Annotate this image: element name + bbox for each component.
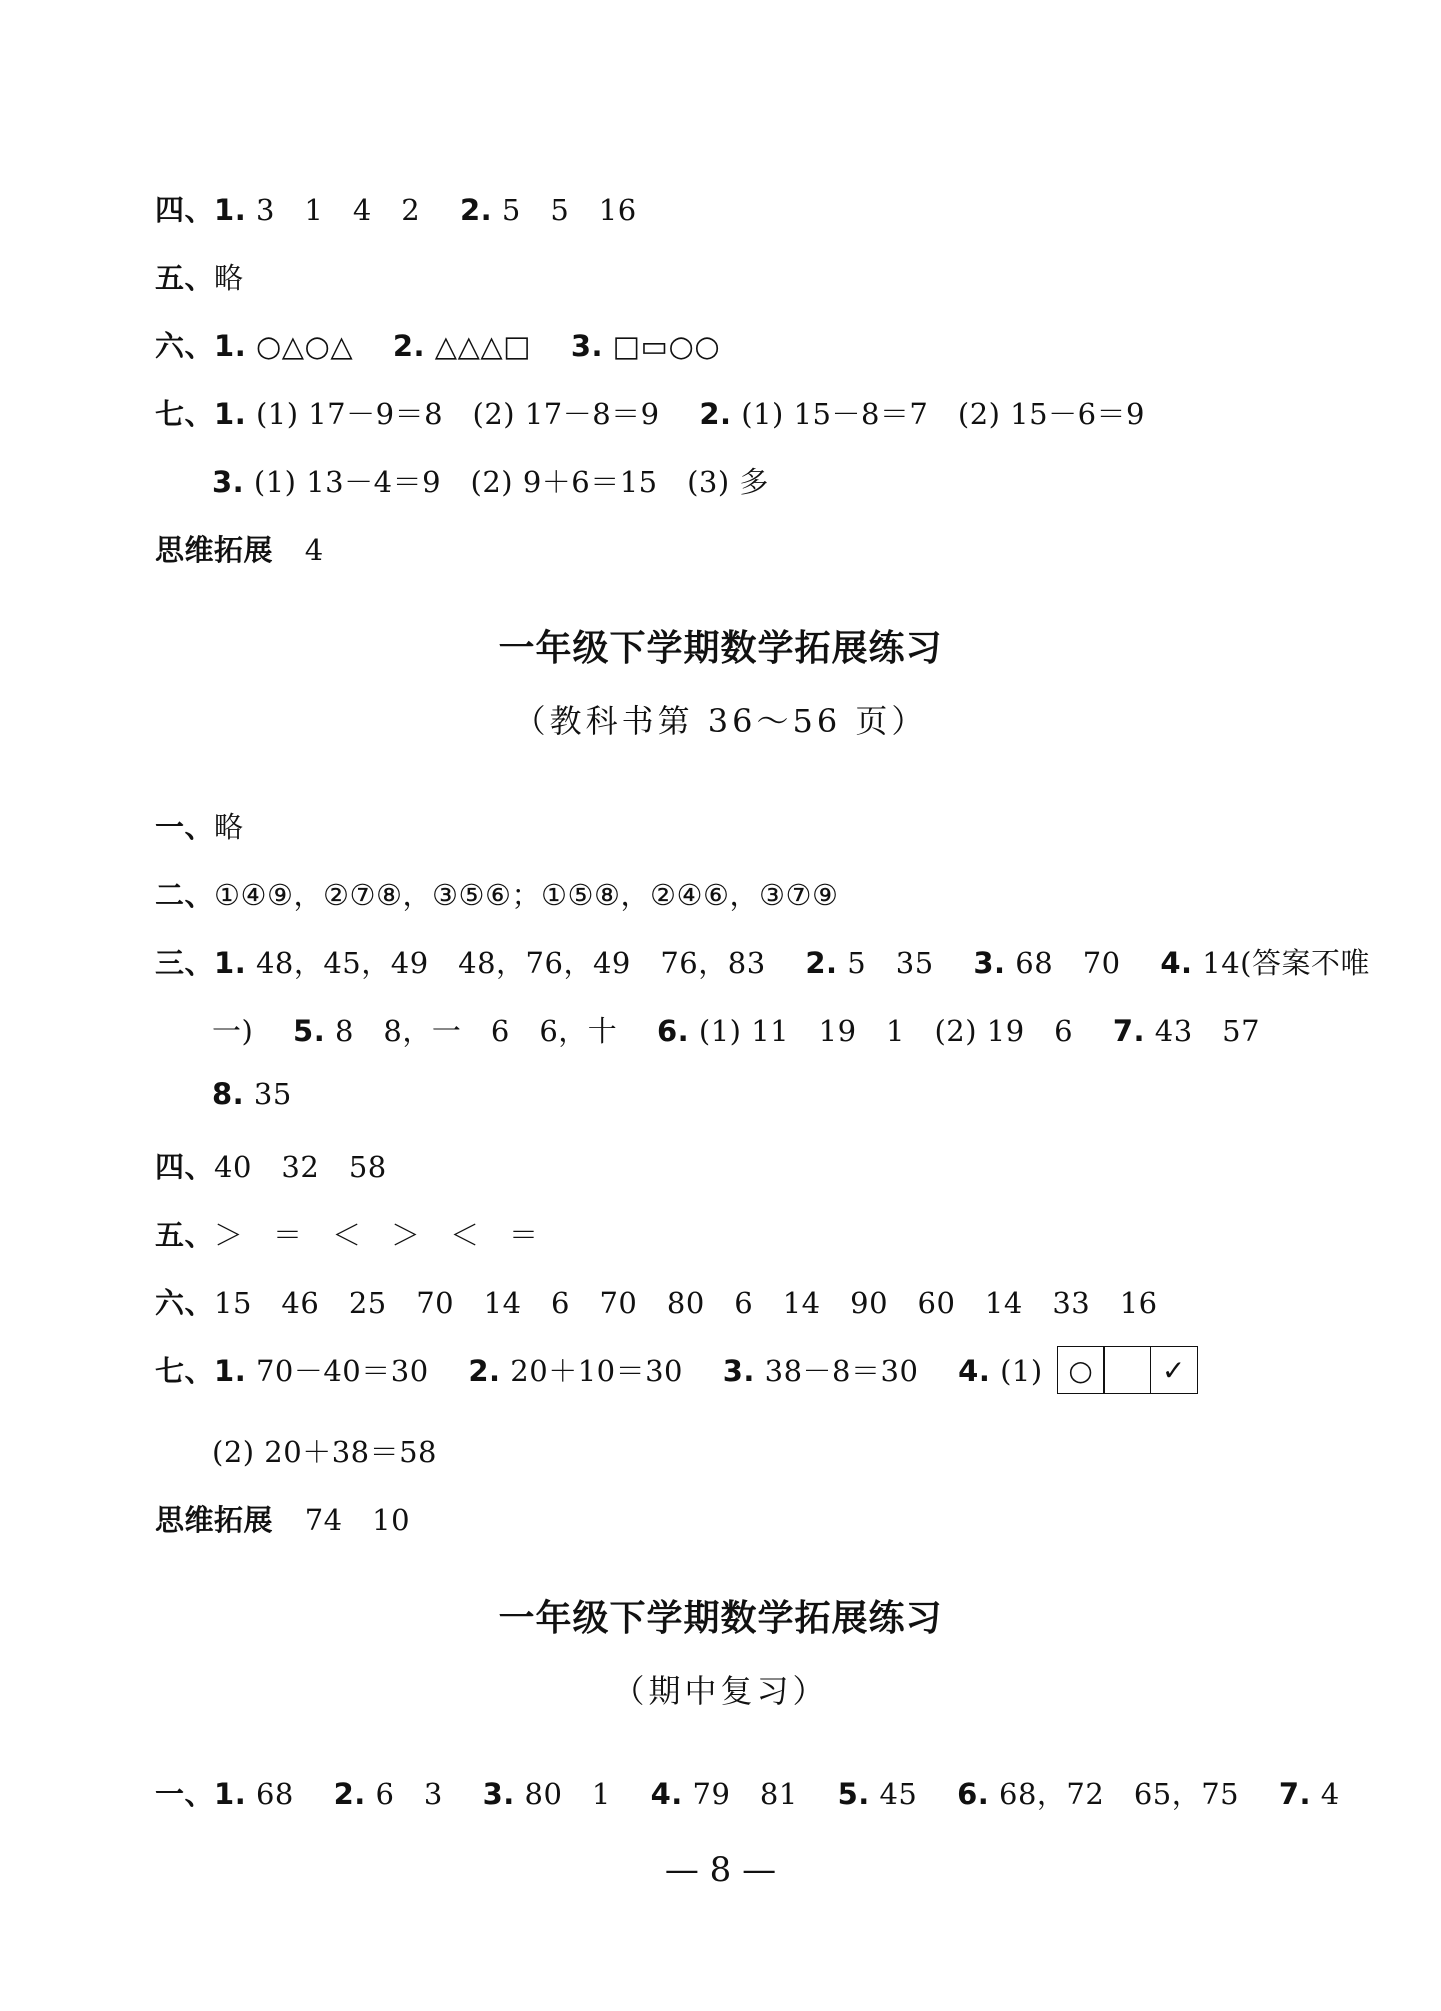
answer-si: 四、1. 3 1 4 2 2. 5 5 16 bbox=[155, 193, 637, 227]
answer-san-cont: 一) 5. 8 8，一 6 6，十 6. (1) 11 19 1 (2) 19 6 7. 43 57 bbox=[212, 1014, 1261, 1048]
answer-qi-2: 七、1. 70－40＝30 2. 20＋10＝30 3. 38－8＝30 4. (1) ○ ✓ bbox=[155, 1349, 1198, 1397]
answer-er: 二、①④⑨，②⑦⑧，③⑤⑥；①⑤⑧，②④⑥，③⑦⑨ bbox=[155, 878, 839, 912]
answer-box-2 bbox=[1103, 1346, 1151, 1394]
answer-box-3: ✓ bbox=[1150, 1346, 1198, 1394]
answer-liu-2: 六、15 46 25 70 14 6 70 80 6 14 90 60 14 33 16 bbox=[155, 1286, 1158, 1320]
answer-liu: 六、1. ○△○△ 2. △△△□ 3. □▭○○ bbox=[155, 329, 721, 363]
answer-wu-2: 五、＞ ＝ ＜ ＞ ＜ ＝ bbox=[155, 1218, 539, 1252]
section-title-2: 一年级下学期数学拓展练习 bbox=[498, 1598, 943, 1639]
answer-box-1: ○ bbox=[1057, 1346, 1105, 1394]
answer-san: 三、1. 48，45，49 48，76，49 76，83 2. 5 35 3. 68 70 4. 14(答案不唯 bbox=[155, 946, 1370, 980]
answer-qi-3: 3. (1) 13－4＝9 (2) 9＋6＝15 (3) 多 bbox=[212, 465, 769, 499]
answer-siwei-2: 思维拓展 74 10 bbox=[155, 1503, 411, 1537]
section-subtitle: （教科书第 36～56 页） bbox=[513, 702, 928, 740]
answer-qi: 七、1. (1) 17－9＝8 (2) 17－8＝9 2. (1) 15－8＝7 (2) 15－6＝9 bbox=[155, 397, 1145, 431]
answer-yi-3: 一、1. 68 2. 6 3 3. 80 1 4. 79 81 5. 45 6. 68，72 65，75 7. 4 bbox=[155, 1777, 1340, 1811]
answer-yi: 一、略 bbox=[155, 810, 244, 844]
answer-qi-2-cont: (2) 20＋38＝58 bbox=[212, 1435, 438, 1469]
section-title: 一年级下学期数学拓展练习 bbox=[498, 628, 943, 669]
answer-si-2: 四、40 32 58 bbox=[155, 1150, 387, 1184]
answer-siwei: 思维拓展 4 bbox=[155, 533, 324, 567]
section-subtitle-2: （期中复习） bbox=[612, 1672, 829, 1710]
answer-box-row bbox=[1058, 1346, 1198, 1394]
page-number: — 8 — bbox=[664, 1850, 777, 1890]
answer-san-8: 8. 35 bbox=[212, 1077, 292, 1111]
answer-wu: 五、略 bbox=[155, 261, 244, 295]
